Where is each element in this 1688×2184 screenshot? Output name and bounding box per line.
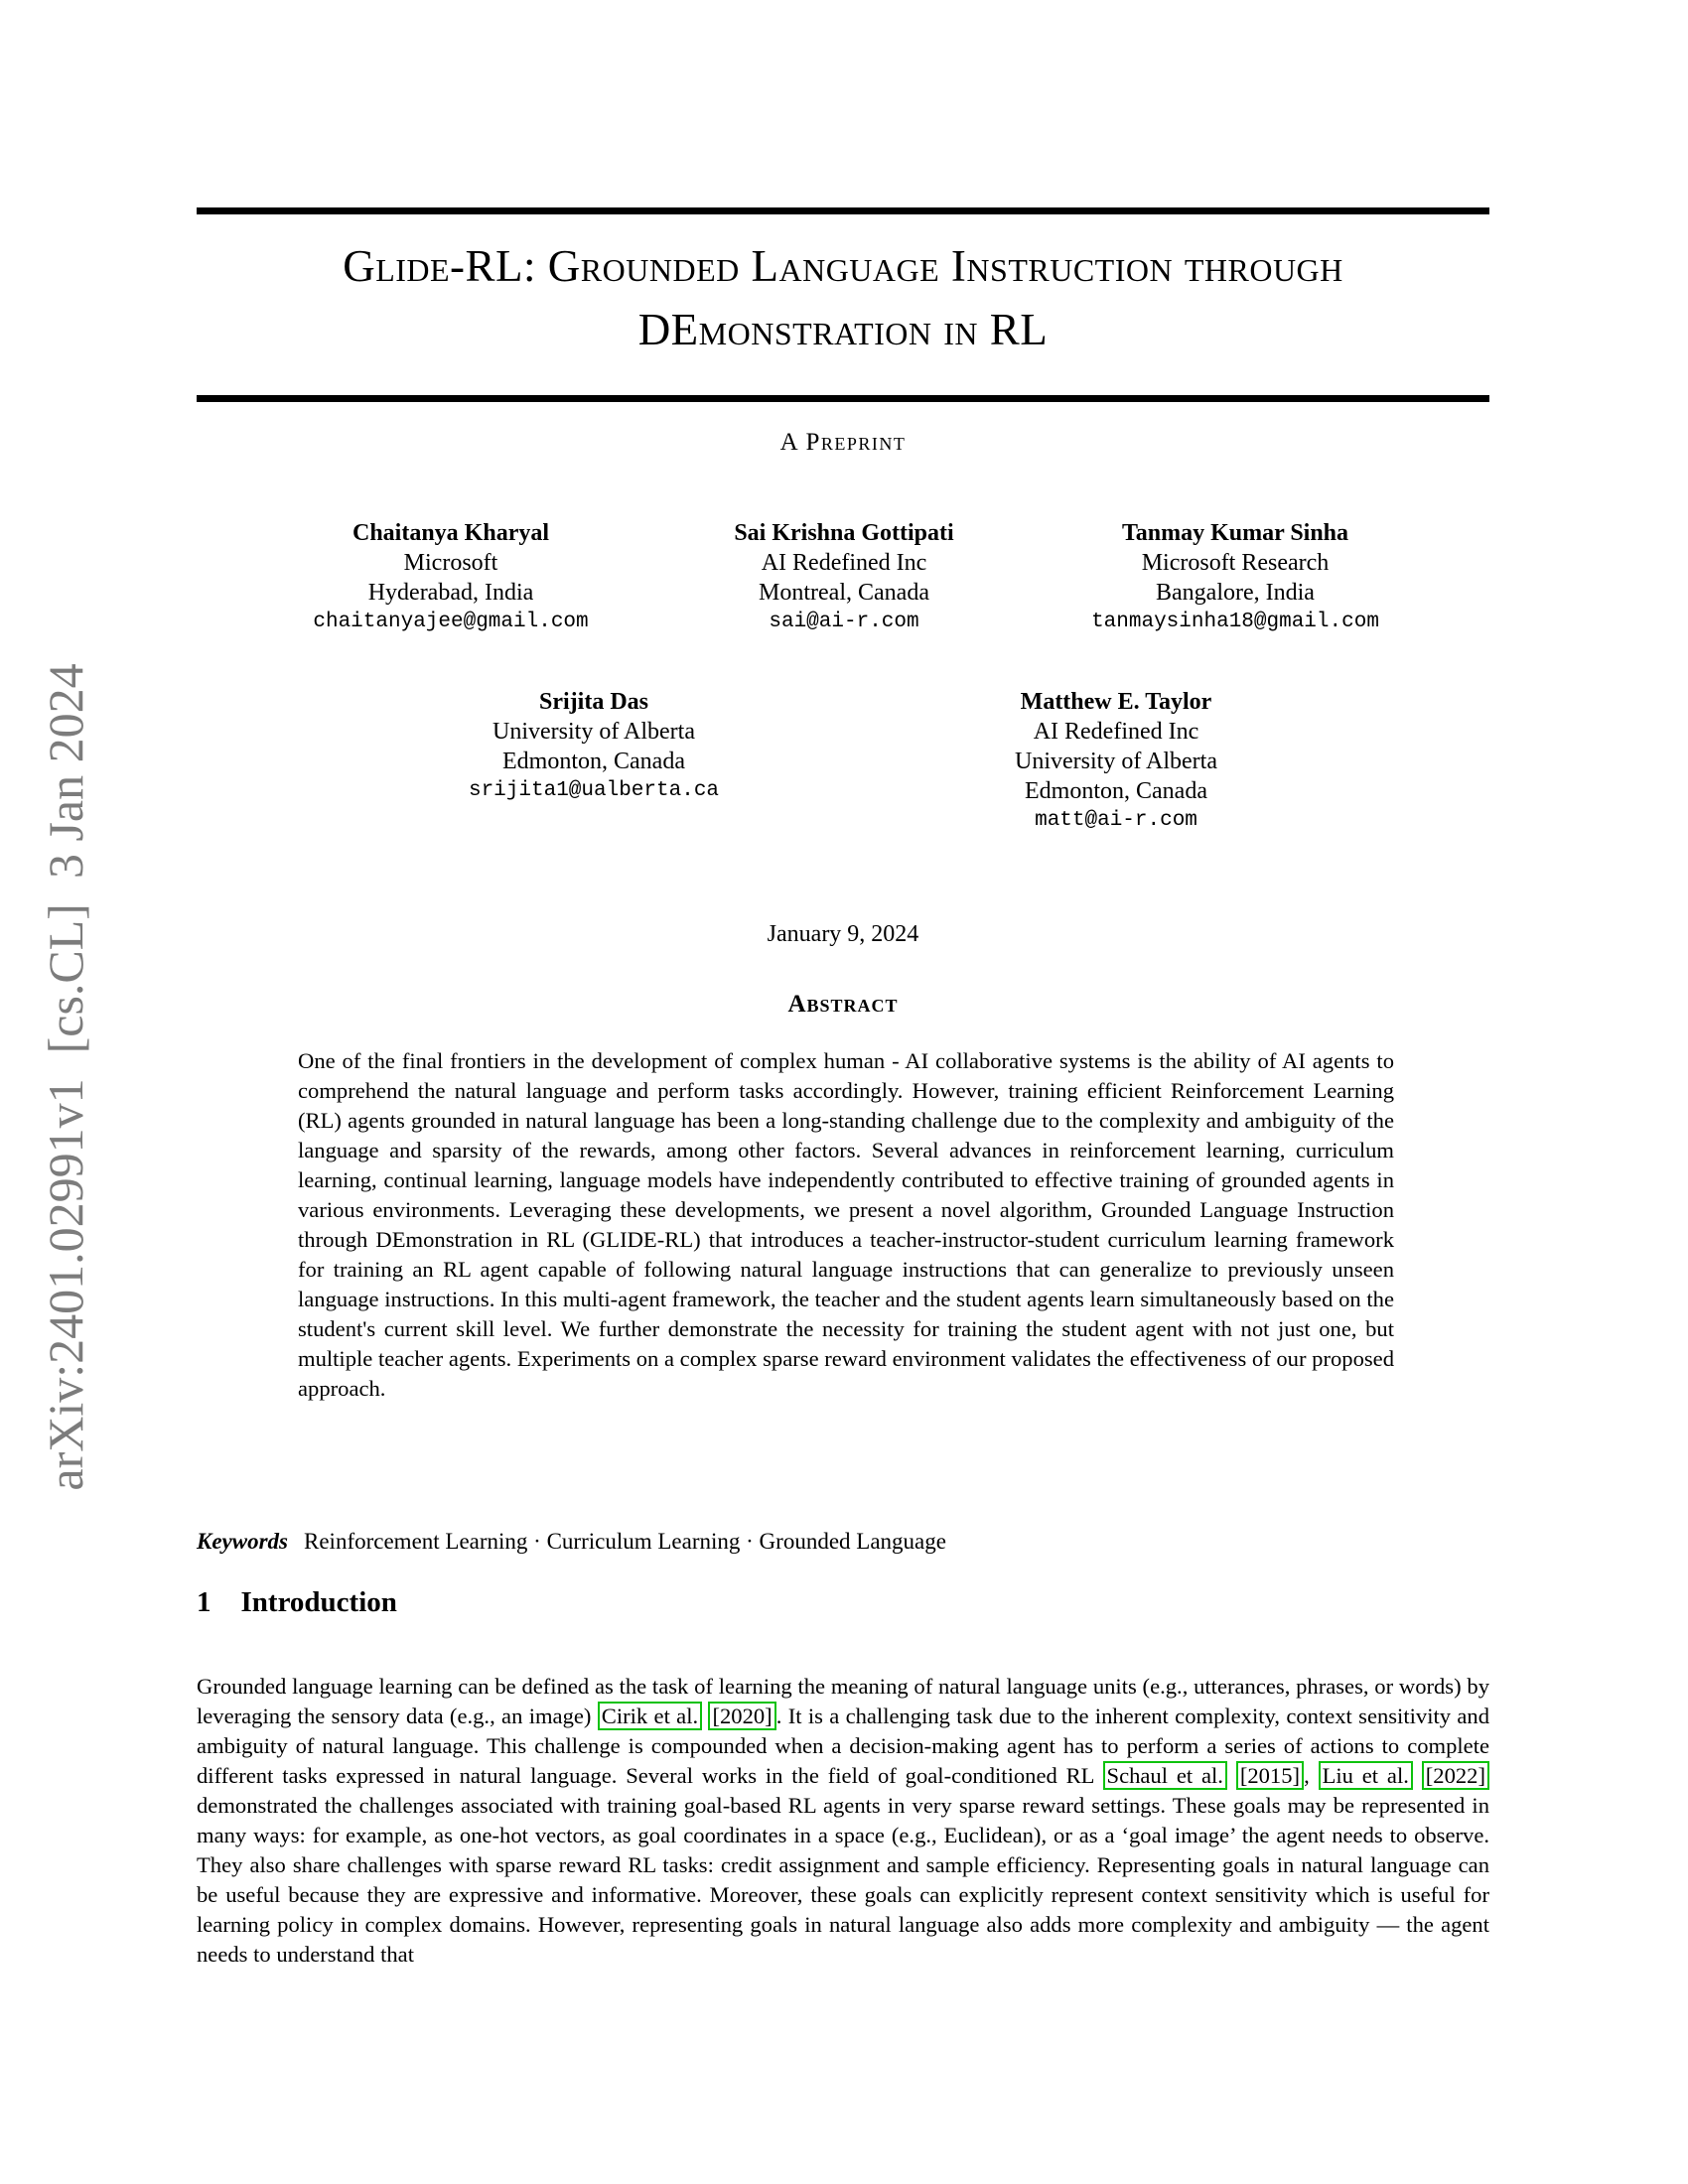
section-title: Introduction (240, 1586, 397, 1618)
authors-row-1 (197, 518, 1489, 667)
author-name: Matthew E. Taylor (1020, 689, 1212, 715)
author-email: srijita1@ualberta.ca (468, 779, 720, 802)
author-affiliation-line: Bangalore, India (1156, 580, 1315, 606)
paragraph-text (1227, 1763, 1236, 1788)
author-email: tanmaysinha18@gmail.com (1091, 611, 1379, 633)
paragraph-text (1413, 1763, 1422, 1788)
author-block (469, 687, 719, 806)
section-number: 1 (197, 1586, 211, 1618)
author-affiliation-line: Montreal, Canada (759, 580, 929, 606)
preprint-label: A Preprint (779, 429, 907, 456)
title-line-1: Glide-RL: Grounded Language Instruction through (343, 241, 1343, 291)
author-affiliation-line: University of Alberta (1015, 749, 1217, 774)
author-name: Sai Krishna Gottipati (734, 520, 954, 546)
arxiv-watermark: arXiv:2401.02991v1 [cs.CL] 3 Jan 2024 (38, 663, 93, 1491)
abstract-paragraph: One of the final frontiers in the development of complex human - AI collaborative systems is the ability of AI agents to comprehend the natural language and perform tasks accordingly. However, training efficient Reinforcement Learning (RL) agents grounded in natural language has been a long-standing challenge due to the complexity and ambiguity of the language and sparsity of the rewards, among other factors. Several advances in reinforcement learning, curriculum learning, continual learning, language models have independently contributed to effective training of grounded agents in various environments. Leveraging these developments, we present a novel algorithm, Grounded Language Instruction through DEmonstration in RL (GLIDE-RL) that introduces a teacher-instructor-student curriculum learning framework for training an RL agent capable of following natural language instructions that can generalize to previously unseen language instructions. In this multi-agent framework, the teacher and the student agents learn simultaneously based on the student's current skill level. We further demonstrate the necessity for training the student agent with not just one, but multiple teacher agents. Experiments on a complex sparse reward environment validates the effectiveness of our proposed approach. (298, 1048, 1394, 1401)
author-name: Chaitanya Kharyal (352, 520, 550, 546)
keywords-text: Reinforcement Learning · Curriculum Learning · Grounded Language (304, 1529, 946, 1554)
author-affiliation-line: AI Redefined Inc (761, 550, 927, 576)
author-block (734, 518, 953, 637)
author-email: matt@ai-r.com (1035, 809, 1197, 832)
citation-link[interactable]: [2022] (1422, 1761, 1489, 1790)
author-affiliation-line: Edmonton, Canada (502, 749, 685, 774)
author-block (1091, 518, 1379, 637)
keywords-label: Keywords (197, 1529, 288, 1554)
title-rule-top (197, 207, 1489, 214)
citation-link[interactable]: Cirik et al. (598, 1702, 702, 1730)
author-affiliation-line: AI Redefined Inc (1033, 719, 1199, 745)
author-email: sai@ai-r.com (769, 611, 919, 633)
author-name: Srijita Das (538, 689, 648, 715)
author-affiliation-line: University of Alberta (492, 719, 695, 745)
abstract-heading: Abstract (787, 991, 899, 1018)
section-heading-introduction (197, 1586, 397, 1619)
title-line-2: DEmonstration in RL (637, 305, 1049, 354)
citation-link[interactable]: [2020] (708, 1702, 775, 1730)
author-block (313, 518, 588, 637)
author-affiliation-line: Microsoft (403, 550, 498, 576)
author-block (1015, 687, 1217, 836)
author-affiliation-line: Edmonton, Canada (1025, 778, 1207, 804)
intro-paragraph (197, 1672, 1489, 1970)
author-affiliation-line: Microsoft Research (1141, 550, 1330, 576)
paragraph-text: Grounded language learning can be defined as the task of learning the meaning of natural language units (e.g., utterances, phrases, or words) by leveraging the sensory data (e.g., an image) (197, 1674, 1489, 1728)
citation-link[interactable]: Schaul et al. (1103, 1761, 1227, 1790)
author-affiliation-line: Hyderabad, India (367, 580, 534, 606)
paper-date: January 9, 2024 (767, 921, 919, 947)
authors-row-2 (197, 687, 1489, 866)
citation-link[interactable]: Liu et al. (1319, 1761, 1413, 1790)
paragraph-text: demonstrated the challenges associated with training goal-based RL agents in very sparse reward settings. These goals may be represented in many ways: for example, as one-hot vectors, as goal coordinates in a space (e.g., Euclidean), or as a ‘goal image’ the agent needs to observe. They also share challenges with sparse reward RL tasks: credit assignment and sample efficiency. Representing goals in natural language can be useful because they are expressive and informative. Moreover, these goals can explicitly represent context sensitivity which is useful for learning policy in complex domains. However, representing goals in natural language also adds more complexity and ambiguity — the agent needs to understand that (197, 1793, 1489, 1967)
paragraph-text: , (1304, 1763, 1319, 1788)
citation-link[interactable]: [2015] (1236, 1761, 1304, 1790)
title-rule-bottom (197, 395, 1489, 402)
author-name: Tanmay Kumar Sinha (1121, 520, 1349, 546)
paper-title (147, 234, 1539, 361)
author-email: chaitanyajee@gmail.com (313, 611, 589, 633)
paragraph-text: . It is a challenging task due to the inherent complexity, context sensitivity and ambiguity of natural language. This challenge is compounded when a decision-making agent has to perform a series of actions to complete different tasks expressed in natural language. Several works in the field of goal-conditioned RL (197, 1704, 1489, 1788)
keywords-line (197, 1529, 1489, 1555)
